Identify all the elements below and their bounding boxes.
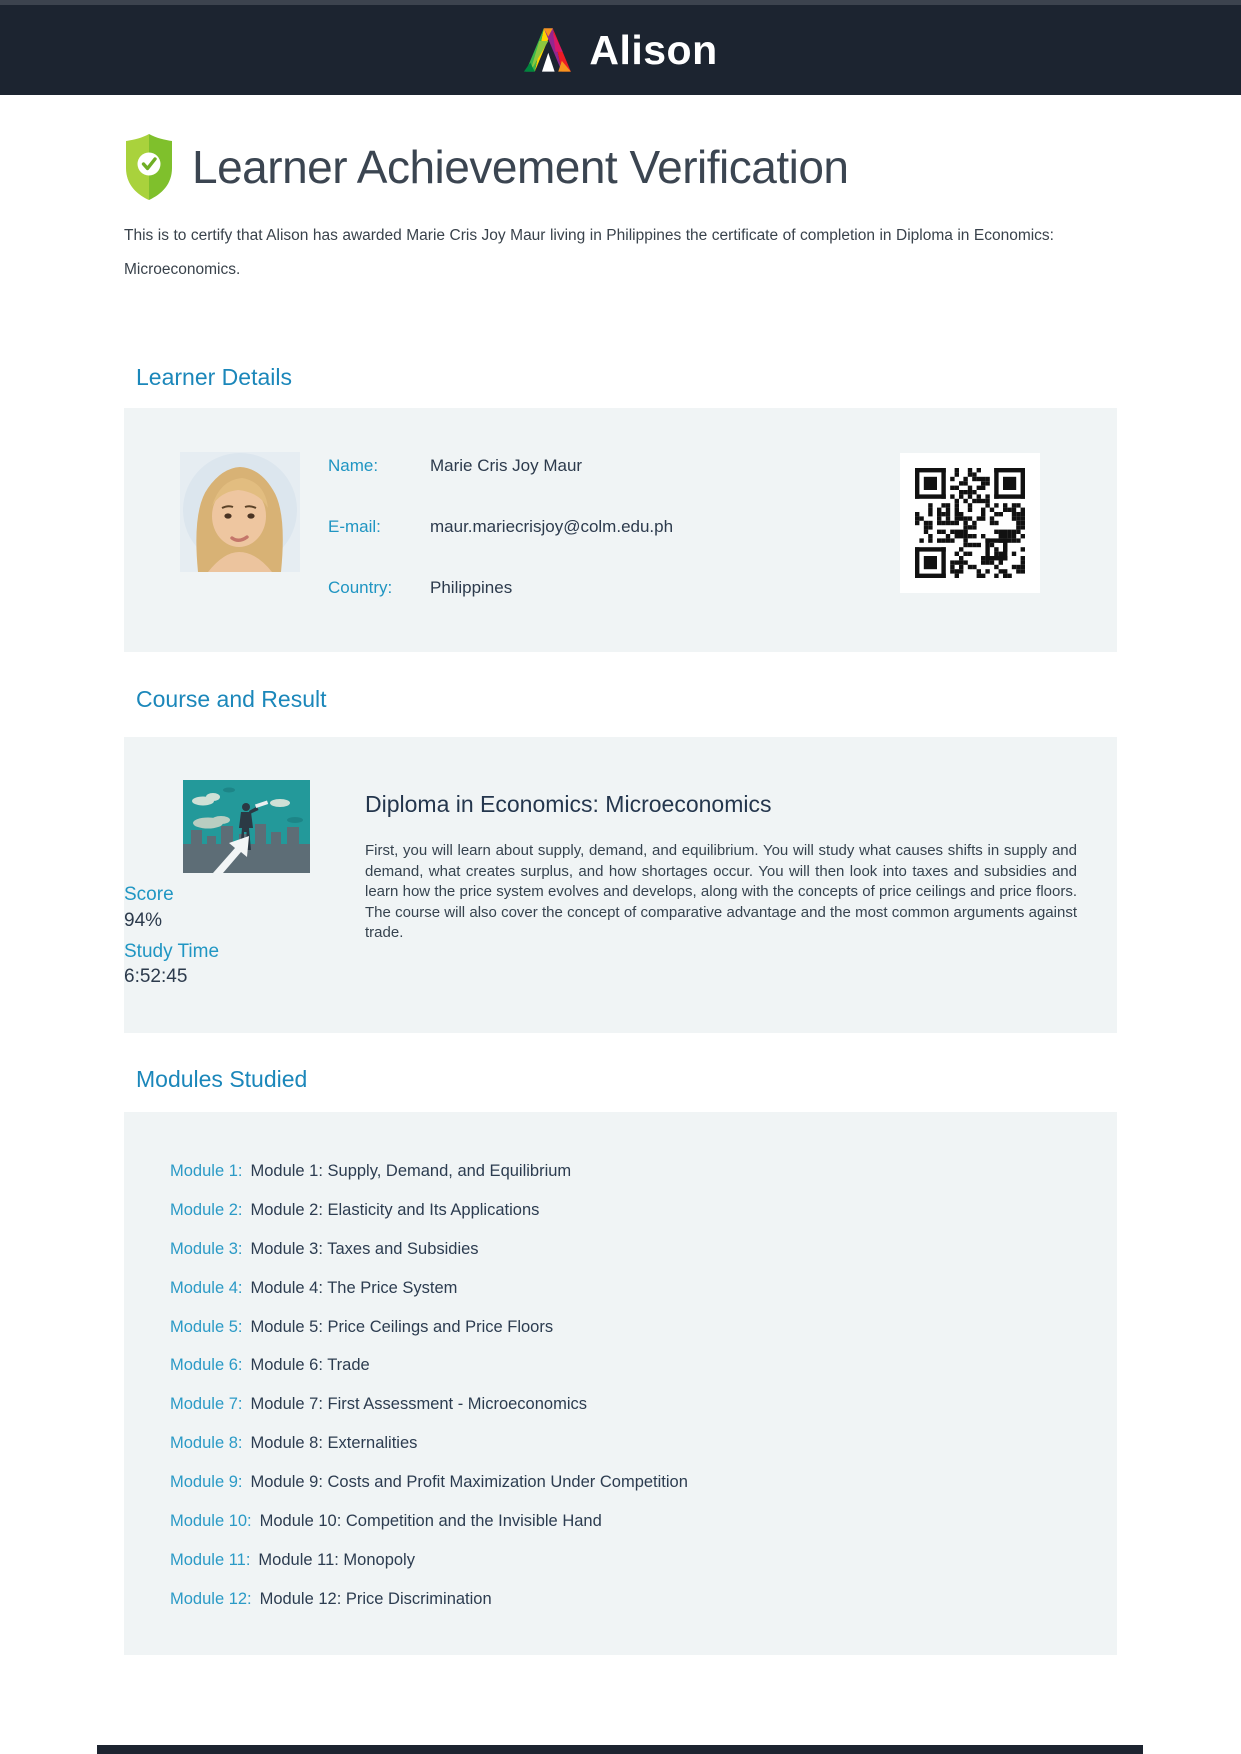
alison-logo-text: Alison bbox=[589, 26, 718, 73]
module-label: Module 5: bbox=[170, 1317, 243, 1336]
module-row bbox=[170, 1230, 1117, 1269]
module-label: Module 2: bbox=[170, 1200, 243, 1219]
module-row bbox=[170, 1346, 1117, 1385]
module-label: Module 7: bbox=[170, 1395, 243, 1414]
header-bar bbox=[0, 0, 1241, 95]
module-title: Module 11: Monopoly bbox=[258, 1550, 415, 1569]
course-description: First, you will learn about supply, demand, and equilibrium. You will study what causes shifts in supply and demand, what creates surplus, and how shortages occur. You will then look into taxes and subsidies and learn how the price system evolves and develops, along with the concepts of price ceilings and price floors. The course will also cover the concept of comparative advantage and the most common arguments against trade. bbox=[365, 842, 1077, 941]
name-value: Marie Cris Joy Maur bbox=[430, 456, 583, 475]
module-title: Module 6: Trade bbox=[250, 1356, 370, 1375]
module-label: Module 10: bbox=[170, 1511, 252, 1530]
verified-shield-icon bbox=[124, 133, 174, 201]
score-value: 94% bbox=[124, 910, 163, 931]
module-title: Module 10: Competition and the Invisible Hand bbox=[259, 1511, 602, 1530]
module-title: Module 4: The Price System bbox=[250, 1278, 458, 1297]
module-label: Module 4: bbox=[170, 1278, 243, 1297]
qr-code bbox=[915, 468, 1025, 578]
module-row bbox=[170, 1269, 1117, 1308]
course-title: Diploma in Economics: Microeconomics bbox=[365, 791, 772, 817]
country-label: Country: bbox=[328, 578, 393, 597]
module-title: Module 3: Taxes and Subsidies bbox=[250, 1239, 479, 1258]
module-row bbox=[170, 1385, 1117, 1424]
modules-panel bbox=[124, 1112, 1117, 1655]
module-title: Module 7: First Assessment - Microeconomics bbox=[250, 1395, 587, 1414]
country-value: Philippines bbox=[430, 578, 513, 597]
module-row bbox=[170, 1541, 1117, 1580]
email-label: E-mail: bbox=[328, 517, 381, 536]
module-row bbox=[170, 1152, 1117, 1191]
module-title: Module 9: Costs and Profit Maximization Under Competition bbox=[250, 1473, 688, 1492]
module-title: Module 8: Externalities bbox=[250, 1434, 418, 1453]
page-title-row bbox=[124, 132, 849, 202]
alison-logo-icon bbox=[523, 28, 579, 72]
module-label: Module 1: bbox=[170, 1161, 243, 1180]
course-image bbox=[183, 780, 310, 873]
module-label: Module 11: bbox=[170, 1550, 251, 1569]
alison-logo[interactable] bbox=[523, 28, 717, 72]
module-row bbox=[170, 1580, 1117, 1619]
study-time-value: 6:52:45 bbox=[124, 966, 188, 987]
section-title-modules-studied: Modules Studied bbox=[136, 1066, 308, 1092]
module-title: Module 5: Price Ceilings and Price Floors bbox=[250, 1317, 554, 1336]
course-result-panel bbox=[124, 737, 1117, 1033]
module-row bbox=[170, 1463, 1117, 1502]
module-row bbox=[170, 1502, 1117, 1541]
page-title: Learner Achievement Verification bbox=[192, 141, 849, 193]
learner-portrait-image bbox=[180, 452, 300, 572]
module-label: Module 8: bbox=[170, 1434, 243, 1453]
module-list bbox=[124, 1112, 1117, 1619]
module-title: Module 1: Supply, Demand, and Equilibrium bbox=[250, 1161, 572, 1180]
module-row bbox=[170, 1191, 1117, 1230]
email-value: maur.mariecrisjoy@colm.edu.ph bbox=[430, 517, 674, 536]
section-title-learner-details: Learner Details bbox=[136, 364, 292, 390]
module-title: Module 2: Elasticity and Its Applications bbox=[250, 1200, 540, 1219]
score-label: Score bbox=[124, 884, 174, 905]
module-label: Module 3: bbox=[170, 1239, 243, 1258]
qr-code-card bbox=[900, 453, 1040, 593]
module-label: Module 12: bbox=[170, 1589, 252, 1608]
module-row bbox=[170, 1424, 1117, 1463]
module-label: Module 9: bbox=[170, 1473, 243, 1492]
name-label: Name: bbox=[328, 456, 379, 475]
footer-bar bbox=[97, 1745, 1143, 1754]
module-row bbox=[170, 1308, 1117, 1347]
section-title-course-result: Course and Result bbox=[136, 686, 327, 712]
certify-text: This is to certify that Alison has awarded Marie Cris Joy Maur living in Philippines the certificate of completion in Diploma in Economics: Microeconomics. bbox=[124, 227, 1054, 278]
module-title: Module 12: Price Discrimination bbox=[259, 1589, 492, 1608]
learner-photo bbox=[180, 452, 300, 572]
module-label: Module 6: bbox=[170, 1356, 243, 1375]
learner-details-panel bbox=[124, 408, 1117, 652]
study-time-label: Study Time bbox=[124, 941, 220, 962]
